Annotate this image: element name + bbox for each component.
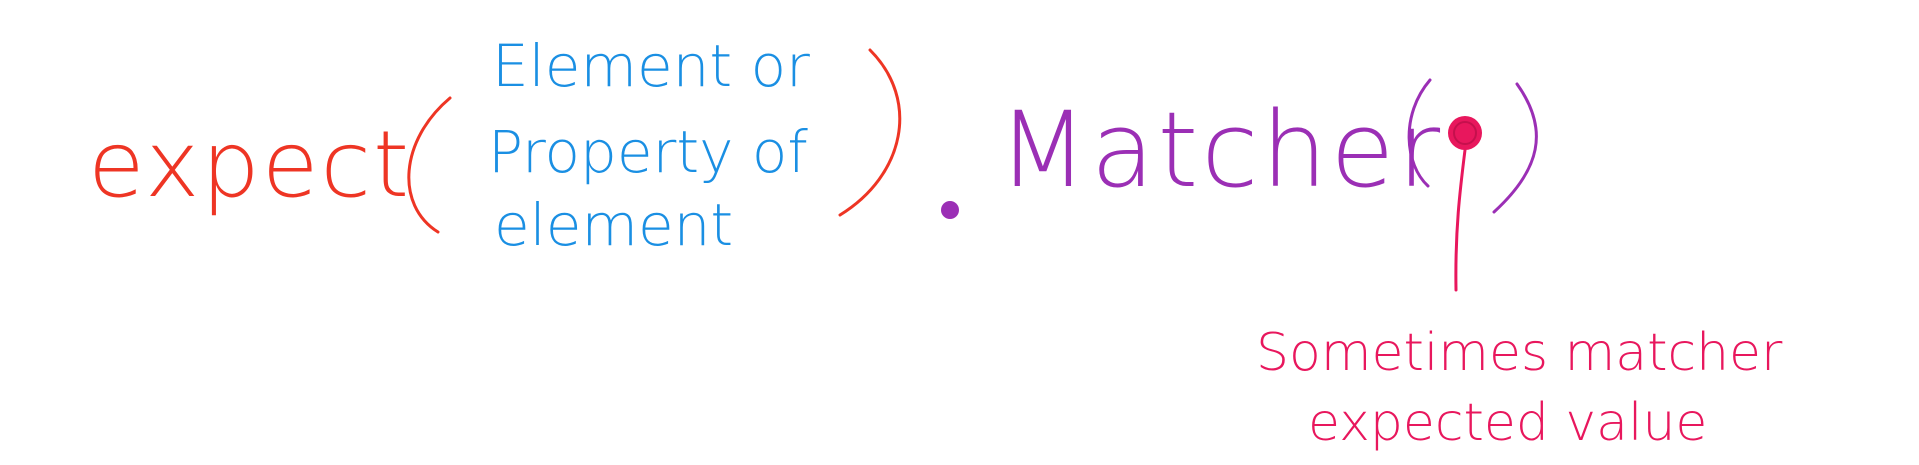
matcher-word: Matcher	[998, 89, 1444, 211]
annotation-pointer-line	[1456, 150, 1465, 290]
expect-word: expect	[88, 111, 412, 218]
right-parenthesis	[840, 50, 900, 215]
matcher-right-parenthesis	[1494, 84, 1536, 212]
annotation-line-2: expected value	[1308, 393, 1708, 453]
left-parenthesis	[409, 98, 450, 232]
argument-line-2: Property of	[488, 118, 808, 186]
argument-line-1: Element or	[492, 32, 810, 100]
argument-line-3: element	[494, 191, 734, 259]
annotation-line-1: Sometimes matcher	[1256, 323, 1783, 383]
